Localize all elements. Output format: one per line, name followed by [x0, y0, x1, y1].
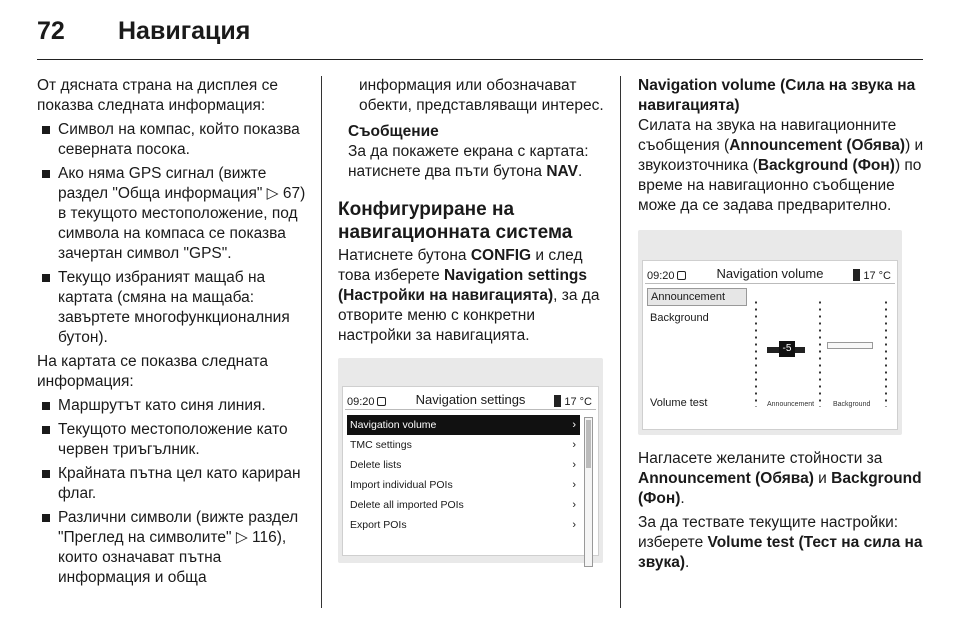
- bullet-list-display: [37, 120, 309, 348]
- navigation-volume-screenshot: [638, 230, 902, 435]
- column-1: [37, 76, 309, 592]
- scrollbar-thumb[interactable]: [586, 420, 591, 468]
- continuation-paragraph: информация или обозначават обекти, представляващи интерес.: [359, 77, 604, 114]
- screen-topbar: [343, 387, 598, 409]
- page-number: 72: [37, 17, 65, 45]
- volume-test-button[interactable]: Volume test: [650, 397, 708, 409]
- list-item: Крайната пътна цел като кариран флаг.: [37, 464, 309, 504]
- chevron-right-icon: ›: [572, 439, 576, 451]
- background-slider[interactable]: [827, 342, 873, 349]
- column-divider: [620, 76, 621, 608]
- topbar-separator: [345, 409, 596, 410]
- settings-menu: [347, 415, 580, 535]
- list-item: Ако няма GPS сигнал (вижте раздел "Обща информация" ▷ 67) в текущото местоположение, под символа на компаса се показва зачертан символ "GPS".: [37, 164, 309, 264]
- topbar-separator: [645, 283, 895, 284]
- chevron-right-icon: ›: [572, 419, 576, 431]
- config-paragraph: Натиснете бутона CONFIG и след това изберете Navigation settings (Настройки на навигацията), за да отворите меню с конкретни настройки за навигацията.: [338, 247, 600, 344]
- adjust-paragraph: Нагласете желаните стойности за Announcement (Обява) и Background (Фон).: [638, 450, 922, 507]
- header-rule: [37, 59, 923, 60]
- page-header: [0, 0, 960, 58]
- menu-item-export-pois[interactable]: Export POIs ›: [347, 515, 580, 535]
- announcement-slider-value[interactable]: -5: [779, 341, 795, 357]
- volume-scale-dots: [885, 299, 887, 407]
- bullet-square-icon: [42, 126, 50, 134]
- legend-background: Background: [833, 401, 871, 408]
- list-item: Символ на компас, който показва северната посока.: [37, 120, 309, 160]
- test-paragraph: За да тествате текущите настройки: изберете Volume test (Тест на сила на звука).: [638, 514, 923, 571]
- menu-item-delete-imported-pois[interactable]: Delete all imported POIs ›: [347, 495, 580, 515]
- bullet-square-icon: [42, 274, 50, 282]
- screen-title: Navigation settings: [415, 392, 526, 407]
- volume-scale-dots: [819, 299, 821, 407]
- screen-topbar: [643, 261, 897, 283]
- bullet-square-icon: [42, 426, 50, 434]
- map-info-paragraph: На картата се показва следната информация:: [37, 353, 269, 390]
- chevron-right-icon: ›: [572, 479, 576, 491]
- settings-screen: [342, 386, 599, 556]
- legend-announcement: Announcement: [767, 401, 815, 408]
- column-2: [338, 76, 610, 563]
- sub-heading: Navigation volume (Сила на звука на навигацията): [638, 77, 916, 114]
- volume-scale-dots: [755, 299, 757, 407]
- menu-item-delete-lists[interactable]: Delete lists ›: [347, 455, 580, 475]
- menu-scrollbar[interactable]: [584, 417, 593, 567]
- list-item: Различни символи (вижте раздел "Преглед на символите" ▷ 116), които означават пътна информация и обща: [37, 508, 309, 588]
- page-title: Навигация: [118, 17, 251, 45]
- bullet-square-icon: [42, 170, 50, 178]
- column-3: [638, 76, 924, 577]
- bullet-square-icon: [42, 514, 50, 522]
- bullet-list-map: [37, 396, 309, 588]
- chevron-right-icon: ›: [572, 499, 576, 511]
- note-body: За да покажете екрана с картата: натиснете два пъти бутона NAV.: [348, 143, 589, 180]
- volume-description: Силата на звука на навигационните съобщения (Announcement (Обява)) и звукоизточника (Background (Фон)) по време на навигационно съобщение може да се задава предварително.: [638, 117, 924, 214]
- list-item: Текущото местоположение като червен триъгълник.: [37, 420, 309, 460]
- temperature: 17 °C: [554, 392, 592, 412]
- column-divider: [321, 76, 322, 608]
- menu-item-import-pois[interactable]: Import individual POIs ›: [347, 475, 580, 495]
- note-title: Съобщение: [348, 123, 439, 140]
- list-item: Текущо избраният мащаб на картата (смяна на мащаба: завъртете многофункционалния бутон).: [37, 268, 309, 348]
- clock: 09:20: [647, 266, 686, 286]
- bullet-square-icon: [42, 470, 50, 478]
- volume-screen: [642, 260, 898, 430]
- background-button[interactable]: Background: [650, 312, 709, 324]
- section-heading: Конфигуриране на навигационната система: [338, 199, 573, 243]
- chevron-right-icon: ›: [572, 459, 576, 471]
- menu-item-tmc-settings[interactable]: TMC settings ›: [347, 435, 580, 455]
- volume-options: [647, 288, 747, 327]
- list-item: Маршрутът като синя линия.: [37, 396, 309, 416]
- announcement-button[interactable]: Announcement: [647, 288, 747, 306]
- thermometer-icon: [853, 269, 860, 281]
- navigation-settings-screenshot: [338, 358, 603, 563]
- screen-title: Navigation volume: [716, 266, 824, 281]
- bullet-square-icon: [42, 402, 50, 410]
- thermometer-icon: [554, 395, 561, 407]
- chevron-right-icon: ›: [572, 519, 576, 531]
- menu-item-navigation-volume[interactable]: Navigation volume ›: [347, 415, 580, 435]
- temperature: 17 °C: [853, 266, 891, 286]
- clock: 09:20: [347, 392, 386, 412]
- intro-paragraph: От дясната страна на дисплея се показва следната информация:: [37, 77, 278, 114]
